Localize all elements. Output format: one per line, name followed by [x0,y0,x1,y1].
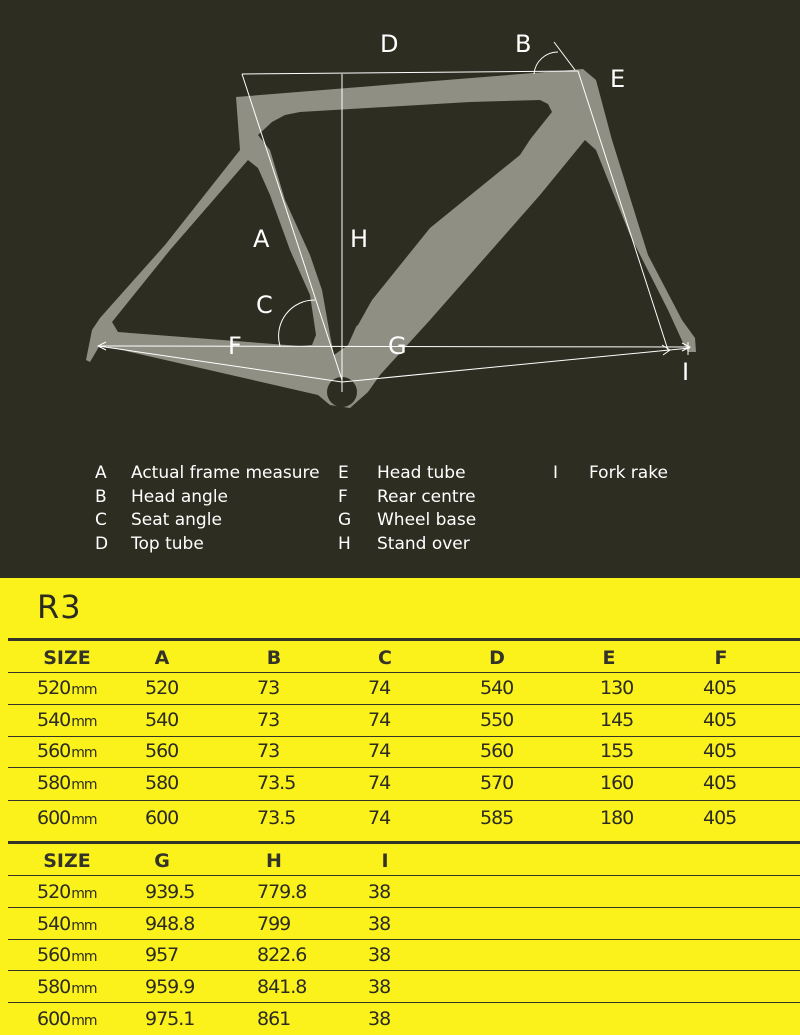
legend-item: D Top tube [95,533,204,554]
table-divider [8,767,800,768]
table-cell: 939.5 [145,881,195,903]
table-cell: 73 [257,677,280,699]
table-cell: 38 [368,1008,391,1030]
table-cell: 560 [145,740,179,762]
legend-item: E Head tube [338,463,466,483]
table-cell: 145 [600,709,634,731]
frame-geometry-diagram [0,0,800,460]
column-header: H [266,850,282,872]
size-unit: mm [71,918,97,934]
size-unit: mm [71,812,97,828]
table-cell: 799 [257,913,291,935]
table-divider [8,907,800,908]
size-cell [37,807,97,829]
size-value: 600 [37,1008,71,1030]
table-cell: 38 [368,881,391,903]
size-unit: mm [71,682,97,698]
column-header: D [489,647,505,669]
size-value: 520 [37,677,71,699]
table-cell: 73 [257,740,280,762]
table-divider [8,841,800,844]
size-cell [37,772,97,794]
size-cell [37,944,97,966]
table-cell: 841.8 [257,976,307,998]
table-cell: 779.8 [257,881,307,903]
table-cell: 155 [600,740,634,762]
table-divider [8,736,800,737]
table-cell: 73 [257,709,280,731]
size-cell [37,881,97,903]
dim-label-h: H [350,225,369,253]
table-cell: 957 [145,944,179,966]
size-value: 580 [37,976,71,998]
column-header: G [154,850,170,872]
table-cell: 74 [368,772,391,794]
dim-label-a: A [253,225,270,253]
table-cell: 74 [368,709,391,731]
table-cell: 550 [480,709,514,731]
column-header: SIZE [43,647,91,669]
model-title: R3 [37,588,82,626]
table-cell: 959.9 [145,976,195,998]
table-cell: 160 [600,772,634,794]
table-cell: 38 [368,976,391,998]
geometry-table-panel [0,578,800,1035]
table-cell: 405 [703,677,737,699]
size-unit: mm [71,745,97,761]
table-cell: 580 [145,772,179,794]
legend-item: F Rear centre [338,486,476,507]
size-value: 540 [37,913,71,935]
size-unit: mm [71,777,97,793]
legend-item: I Fork rake [553,463,668,483]
column-header: SIZE [43,850,91,872]
legend-item: B Head angle [95,486,229,507]
size-value: 580 [37,772,71,794]
table-cell: 585 [480,807,514,829]
table-divider [8,672,800,673]
size-cell [37,709,97,731]
table-divider [8,970,800,971]
table-cell: 74 [368,740,391,762]
table-divider [8,1002,800,1003]
dim-label-i: I [682,358,690,386]
size-unit: mm [71,886,97,902]
table-cell: 74 [368,807,391,829]
table-cell: 130 [600,677,634,699]
table-divider [8,800,800,801]
table-cell: 405 [703,772,737,794]
table-cell: 975.1 [145,1008,195,1030]
dim-label-c: C [256,291,273,319]
column-header: A [154,647,170,669]
column-header: E [602,647,616,669]
dim-label-f: F [228,332,242,360]
size-unit: mm [71,981,97,997]
table-cell: 38 [368,913,391,935]
size-value: 520 [37,881,71,903]
size-cell [37,740,97,762]
table-cell: 520 [145,677,179,699]
column-header: F [714,647,728,669]
legend-item: H Stand over [338,533,470,554]
table-cell: 74 [368,677,391,699]
legend-column-2 [338,462,476,556]
table-cell: 861 [257,1008,291,1030]
table-divider [8,875,800,876]
dim-label-d: D [380,30,399,58]
table-cell: 180 [600,807,634,829]
size-unit: mm [71,949,97,965]
table-cell: 600 [145,807,179,829]
table-cell: 405 [703,740,737,762]
legend-column-3 [553,462,668,486]
size-unit: mm [71,1013,97,1029]
column-header: B [266,647,282,669]
dim-label-b: B [515,30,532,58]
size-cell [37,913,97,935]
size-cell [37,976,97,998]
table-cell: 405 [703,709,737,731]
table-cell: 73.5 [257,772,296,794]
table-cell: 38 [368,944,391,966]
table-cell: 560 [480,740,514,762]
size-value: 560 [37,740,71,762]
table-cell: 948.8 [145,913,195,935]
size-cell [37,1008,97,1030]
column-header: C [378,647,392,669]
table-cell: 73.5 [257,807,296,829]
table-divider [8,939,800,940]
column-header: I [381,850,389,872]
size-unit: mm [71,714,97,730]
legend-item: G Wheel base [338,510,477,530]
table-divider [8,638,800,641]
legend-item: A Actual frame measure [95,463,320,483]
table-cell: 540 [480,677,514,699]
table-divider [8,704,800,705]
legend-item: C Seat angle [95,510,222,530]
dim-label-g: G [388,332,407,360]
size-value: 560 [37,944,71,966]
table-cell: 540 [145,709,179,731]
table-cell: 405 [703,807,737,829]
table-cell: 570 [480,772,514,794]
dim-label-e: E [610,65,626,93]
size-value: 600 [37,807,71,829]
legend-column-1 [95,462,320,556]
size-cell [37,677,97,699]
table-cell: 822.6 [257,944,307,966]
size-value: 540 [37,709,71,731]
